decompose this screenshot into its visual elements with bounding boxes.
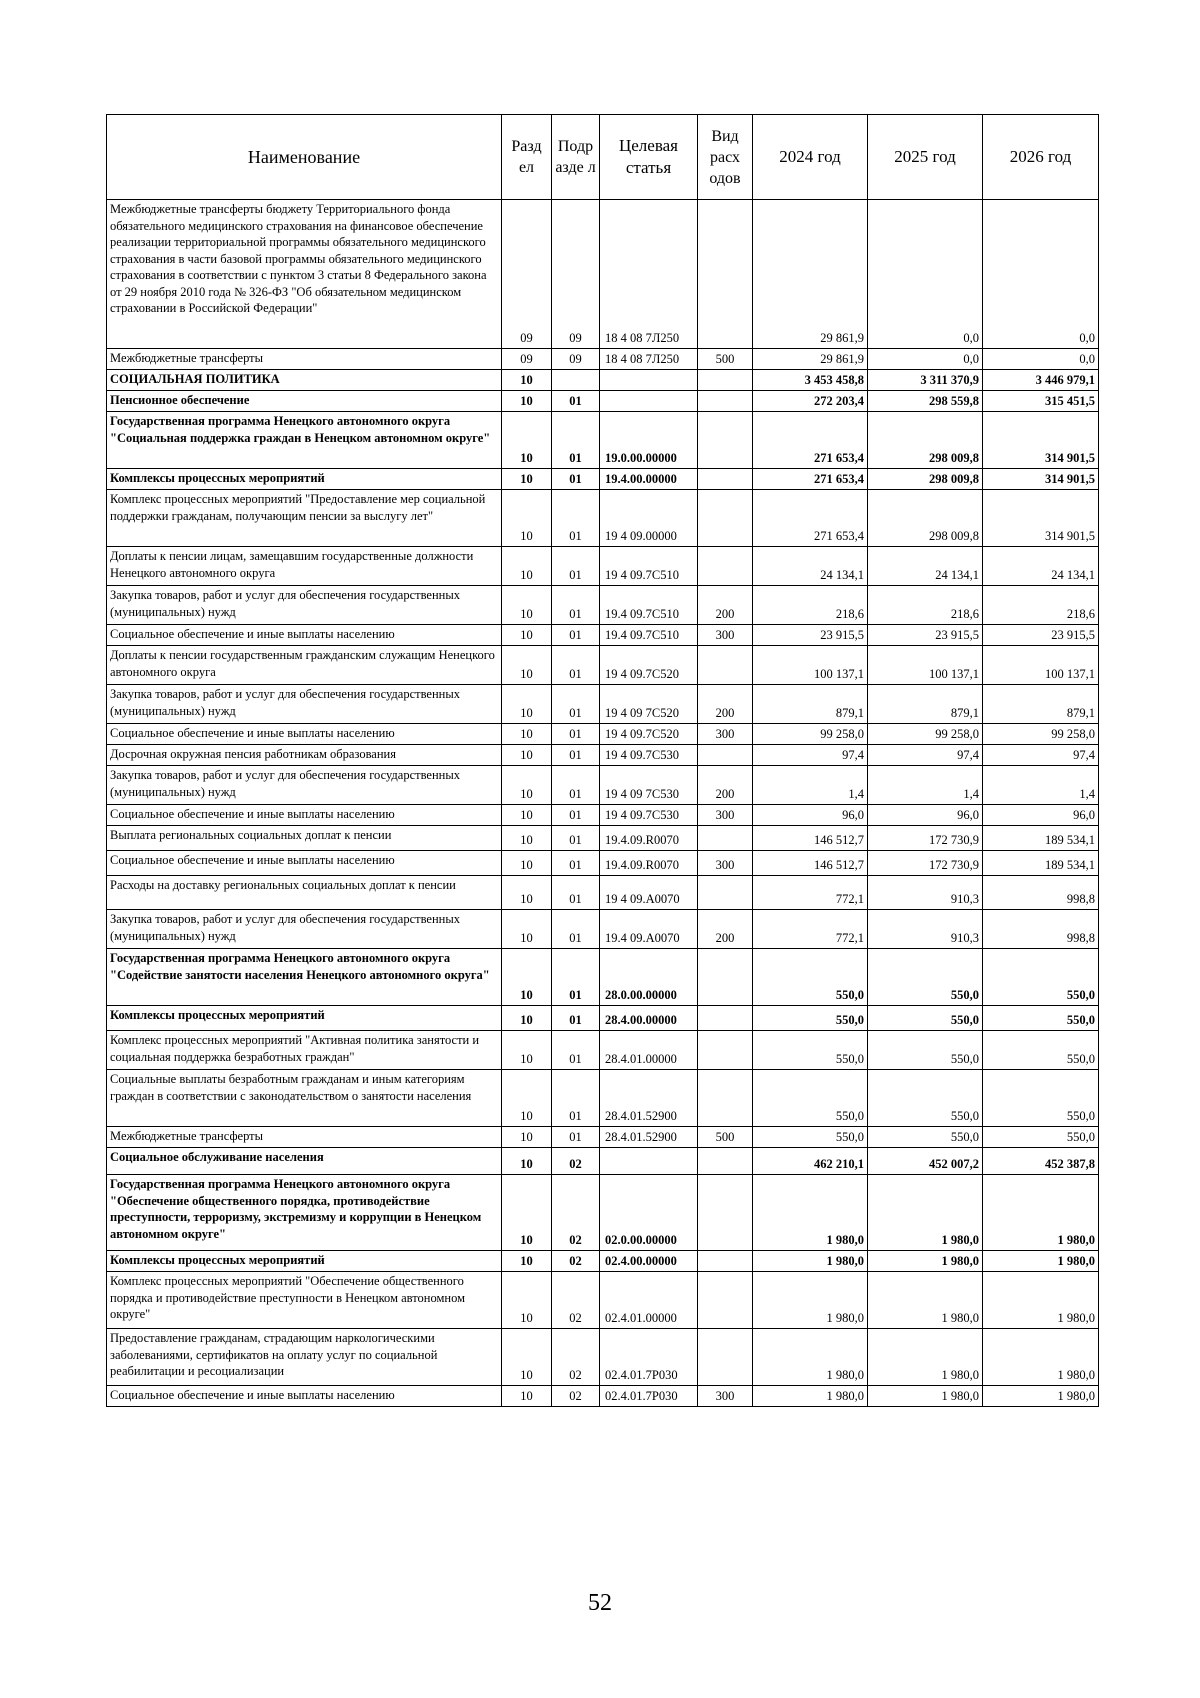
row-expense-type: 200 (698, 766, 753, 805)
row-name: Социальное обеспечение и иные выплаты населению (107, 1386, 502, 1407)
row-2026: 96,0 (983, 805, 1099, 826)
row-subsection: 01 (552, 1031, 600, 1070)
row-section: 10 (502, 826, 552, 851)
row-2024: 462 210,1 (753, 1148, 868, 1175)
row-section: 10 (502, 1175, 552, 1251)
row-target: 28.4.01.00000 (600, 1031, 698, 1070)
row-2025: 910,3 (868, 876, 983, 910)
row-expense-type (698, 949, 753, 1006)
row-2025: 3 311 370,9 (868, 370, 983, 391)
row-name: Комплексы процессных мероприятий (107, 469, 502, 490)
row-2026: 0,0 (983, 349, 1099, 370)
row-subsection: 02 (552, 1386, 600, 1407)
row-subsection: 01 (552, 391, 600, 412)
row-expense-type (698, 745, 753, 766)
row-2025: 550,0 (868, 1006, 983, 1031)
row-section: 10 (502, 1148, 552, 1175)
row-expense-type (698, 1148, 753, 1175)
row-target: 19 4 09.7С510 (600, 547, 698, 586)
row-target: 19 4 09 7С520 (600, 685, 698, 724)
row-section: 10 (502, 547, 552, 586)
row-2025: 96,0 (868, 805, 983, 826)
row-subsection: 02 (552, 1175, 600, 1251)
row-subsection: 09 (552, 200, 600, 349)
table-row (107, 910, 1099, 949)
row-subsection: 01 (552, 469, 600, 490)
row-name: СОЦИАЛЬНАЯ ПОЛИТИКА (107, 370, 502, 391)
row-2024: 772,1 (753, 910, 868, 949)
row-section: 10 (502, 851, 552, 876)
table-row (107, 1070, 1099, 1127)
header-row (107, 115, 1099, 200)
header-2024: 2024 год (753, 115, 868, 200)
table-row (107, 370, 1099, 391)
row-expense-type: 200 (698, 910, 753, 949)
row-section: 09 (502, 200, 552, 349)
row-2024: 772,1 (753, 876, 868, 910)
row-2024: 550,0 (753, 1070, 868, 1127)
row-target: 19.4.09.R0070 (600, 826, 698, 851)
budget-table (106, 114, 1099, 1407)
row-target: 02.4.01.00000 (600, 1272, 698, 1329)
row-section: 10 (502, 805, 552, 826)
row-2025: 1 980,0 (868, 1272, 983, 1329)
row-2026: 1,4 (983, 766, 1099, 805)
row-2026: 314 901,5 (983, 490, 1099, 547)
row-2025: 298 009,8 (868, 490, 983, 547)
row-name: Социальное обеспечение и иные выплаты населению (107, 724, 502, 745)
row-2026: 550,0 (983, 1070, 1099, 1127)
row-name: Досрочная окружная пенсия работникам образования (107, 745, 502, 766)
row-section: 10 (502, 1251, 552, 1272)
row-expense-type (698, 876, 753, 910)
row-section: 10 (502, 391, 552, 412)
table-row (107, 851, 1099, 876)
row-expense-type (698, 469, 753, 490)
row-expense-type: 300 (698, 1386, 753, 1407)
row-subsection: 01 (552, 625, 600, 646)
row-2024: 271 653,4 (753, 412, 868, 469)
row-subsection: 02 (552, 1251, 600, 1272)
row-2024: 1 980,0 (753, 1329, 868, 1386)
row-2026: 1 980,0 (983, 1329, 1099, 1386)
row-2026: 314 901,5 (983, 412, 1099, 469)
row-2025: 218,6 (868, 586, 983, 625)
row-target: 02.0.00.00000 (600, 1175, 698, 1251)
row-2025: 0,0 (868, 200, 983, 349)
row-section: 10 (502, 685, 552, 724)
table-row (107, 490, 1099, 547)
row-2025: 1,4 (868, 766, 983, 805)
row-name: Государственная программа Ненецкого автономного округа "Обеспечение общественного порядка, противодействие преступности, терроризму, экстремизму и коррупции в Ненецком автономном округе" (107, 1175, 502, 1251)
header-name: Наименование (107, 115, 502, 200)
row-2025: 0,0 (868, 349, 983, 370)
row-expense-type (698, 646, 753, 685)
row-2026: 452 387,8 (983, 1148, 1099, 1175)
row-name: Выплата региональных социальных доплат к пенсии (107, 826, 502, 851)
row-subsection: 01 (552, 745, 600, 766)
row-section: 10 (502, 490, 552, 547)
table-row (107, 349, 1099, 370)
row-target: 19 4 09.7С520 (600, 646, 698, 685)
row-name: Предоставление гражданам, страдающим наркологическими заболеваниями, сертификатов на оплату услуг по социальной реабилитации и ресоциализации (107, 1329, 502, 1386)
row-subsection (552, 370, 600, 391)
row-expense-type (698, 1272, 753, 1329)
row-2026: 879,1 (983, 685, 1099, 724)
row-name: Комплекс процессных мероприятий "Обеспечение общественного порядка и противодействие преступности в Ненецком автономном округе" (107, 1272, 502, 1329)
table-row (107, 1272, 1099, 1329)
row-expense-type: 300 (698, 625, 753, 646)
row-2026: 99 258,0 (983, 724, 1099, 745)
table-row (107, 876, 1099, 910)
table-row (107, 949, 1099, 1006)
row-target: 19 4 09.А0070 (600, 876, 698, 910)
row-section: 10 (502, 910, 552, 949)
table-row (107, 1006, 1099, 1031)
row-2025: 1 980,0 (868, 1175, 983, 1251)
row-target: 19.4 09.7С510 (600, 586, 698, 625)
row-name: Межбюджетные трансферты (107, 1127, 502, 1148)
row-2024: 29 861,9 (753, 200, 868, 349)
row-2026: 0,0 (983, 200, 1099, 349)
row-target: 28.4.01.52900 (600, 1127, 698, 1148)
row-2024: 272 203,4 (753, 391, 868, 412)
row-expense-type (698, 1251, 753, 1272)
row-name: Социальное обеспечение и иные выплаты населению (107, 625, 502, 646)
table-row (107, 1127, 1099, 1148)
row-target: 02.4.00.00000 (600, 1251, 698, 1272)
row-target (600, 1148, 698, 1175)
row-subsection: 01 (552, 490, 600, 547)
row-subsection: 01 (552, 685, 600, 724)
row-2025: 298 009,8 (868, 469, 983, 490)
row-target: 18 4 08 7Л250 (600, 349, 698, 370)
row-name: Межбюджетные трансферты (107, 349, 502, 370)
row-name: Социальное обеспечение и иные выплаты населению (107, 805, 502, 826)
row-2025: 1 980,0 (868, 1251, 983, 1272)
row-name: Закупка товаров, работ и услуг для обеспечения государственных (муниципальных) нужд (107, 910, 502, 949)
row-2026: 550,0 (983, 1031, 1099, 1070)
row-expense-type (698, 1006, 753, 1031)
table-row (107, 826, 1099, 851)
row-2024: 3 453 458,8 (753, 370, 868, 391)
row-2025: 97,4 (868, 745, 983, 766)
row-2024: 96,0 (753, 805, 868, 826)
row-target: 19.4.09.R0070 (600, 851, 698, 876)
header-2026: 2026 год (983, 115, 1099, 200)
table-row (107, 547, 1099, 586)
row-subsection: 01 (552, 586, 600, 625)
row-subsection: 01 (552, 949, 600, 1006)
row-section: 10 (502, 469, 552, 490)
row-subsection: 01 (552, 547, 600, 586)
row-target: 19.4 09.7С510 (600, 625, 698, 646)
row-2025: 452 007,2 (868, 1148, 983, 1175)
row-2026: 314 901,5 (983, 469, 1099, 490)
row-target: 19 4 09.7С530 (600, 745, 698, 766)
row-name: Пенсионное обеспечение (107, 391, 502, 412)
row-2026: 550,0 (983, 1127, 1099, 1148)
table-row (107, 412, 1099, 469)
row-subsection: 01 (552, 412, 600, 469)
row-name: Закупка товаров, работ и услуг для обеспечения государственных (муниципальных) нужд (107, 766, 502, 805)
row-subsection: 01 (552, 851, 600, 876)
row-2025: 99 258,0 (868, 724, 983, 745)
row-subsection: 01 (552, 805, 600, 826)
row-expense-type (698, 391, 753, 412)
table-row (107, 200, 1099, 349)
row-section: 10 (502, 949, 552, 1006)
row-section: 10 (502, 1070, 552, 1127)
row-subsection: 09 (552, 349, 600, 370)
row-target: 19.4 09.А0070 (600, 910, 698, 949)
row-2024: 218,6 (753, 586, 868, 625)
row-subsection: 01 (552, 910, 600, 949)
row-name: Комплекс процессных мероприятий "Активная политика занятости и социальная поддержка безработных граждан" (107, 1031, 502, 1070)
table-row (107, 1175, 1099, 1251)
row-section: 10 (502, 412, 552, 469)
row-2025: 23 915,5 (868, 625, 983, 646)
row-name: Социальные выплаты безработным гражданам и иным категориям граждан в соответствии с законодательством о занятости населения (107, 1070, 502, 1127)
row-2025: 550,0 (868, 949, 983, 1006)
row-target: 28.0.00.00000 (600, 949, 698, 1006)
table-row (107, 745, 1099, 766)
table-row (107, 1031, 1099, 1070)
table-body (107, 200, 1099, 1407)
row-2026: 550,0 (983, 1006, 1099, 1031)
row-2024: 1 980,0 (753, 1386, 868, 1407)
header-expense-type: Вид расх одов (698, 115, 753, 200)
row-name: Государственная программа Ненецкого автономного округа "Содействие занятости населения Ненецкого автономного округа" (107, 949, 502, 1006)
row-name: Закупка товаров, работ и услуг для обеспечения государственных (муниципальных) нужд (107, 586, 502, 625)
table-row (107, 685, 1099, 724)
row-2025: 172 730,9 (868, 826, 983, 851)
row-target: 19 4 09.7С530 (600, 805, 698, 826)
row-target: 02.4.01.7Р030 (600, 1386, 698, 1407)
row-section: 10 (502, 1127, 552, 1148)
row-expense-type: 200 (698, 685, 753, 724)
row-expense-type: 200 (698, 586, 753, 625)
row-subsection: 02 (552, 1148, 600, 1175)
row-subsection: 02 (552, 1329, 600, 1386)
row-2026: 100 137,1 (983, 646, 1099, 685)
row-2024: 550,0 (753, 1031, 868, 1070)
row-2024: 23 915,5 (753, 625, 868, 646)
row-name: Закупка товаров, работ и услуг для обеспечения государственных (муниципальных) нужд (107, 685, 502, 724)
row-expense-type (698, 547, 753, 586)
table-row (107, 469, 1099, 490)
row-subsection: 01 (552, 1127, 600, 1148)
row-2024: 1 980,0 (753, 1272, 868, 1329)
row-2026: 315 451,5 (983, 391, 1099, 412)
row-section: 10 (502, 1006, 552, 1031)
row-subsection: 01 (552, 876, 600, 910)
row-name: Комплекс процессных мероприятий "Предоставление мер социальной поддержки гражданам, получающим пенсии за выслугу лет" (107, 490, 502, 547)
row-2026: 97,4 (983, 745, 1099, 766)
row-2026: 998,8 (983, 910, 1099, 949)
row-2025: 24 134,1 (868, 547, 983, 586)
table-row (107, 625, 1099, 646)
row-2025: 100 137,1 (868, 646, 983, 685)
table-row (107, 1148, 1099, 1175)
row-2026: 189 534,1 (983, 851, 1099, 876)
header-target: Целевая статья (600, 115, 698, 200)
row-2026: 189 534,1 (983, 826, 1099, 851)
row-2024: 550,0 (753, 1127, 868, 1148)
row-target (600, 370, 698, 391)
row-section: 10 (502, 625, 552, 646)
row-expense-type: 500 (698, 1127, 753, 1148)
table-row (107, 646, 1099, 685)
row-section: 10 (502, 586, 552, 625)
row-name: Государственная программа Ненецкого автономного округа "Социальная поддержка граждан в Ненецком автономном округе" (107, 412, 502, 469)
table-row (107, 766, 1099, 805)
row-section: 10 (502, 1272, 552, 1329)
row-section: 10 (502, 1329, 552, 1386)
row-2025: 1 980,0 (868, 1329, 983, 1386)
row-subsection: 02 (552, 1272, 600, 1329)
row-target: 19 4 09.7С520 (600, 724, 698, 745)
row-expense-type: 300 (698, 724, 753, 745)
page-number: 52 (588, 1590, 612, 1616)
row-expense-type (698, 1175, 753, 1251)
row-target: 19.4.00.00000 (600, 469, 698, 490)
row-2024: 1,4 (753, 766, 868, 805)
row-2024: 24 134,1 (753, 547, 868, 586)
row-subsection: 01 (552, 826, 600, 851)
row-2026: 23 915,5 (983, 625, 1099, 646)
row-subsection: 01 (552, 1006, 600, 1031)
row-name: Социальное обеспечение и иные выплаты населению (107, 851, 502, 876)
row-expense-type (698, 200, 753, 349)
row-2024: 271 653,4 (753, 490, 868, 547)
table-row (107, 805, 1099, 826)
row-2024: 1 980,0 (753, 1175, 868, 1251)
row-section: 09 (502, 349, 552, 370)
row-section: 10 (502, 876, 552, 910)
row-name: Комплексы процессных мероприятий (107, 1251, 502, 1272)
row-section: 10 (502, 1386, 552, 1407)
row-2024: 1 980,0 (753, 1251, 868, 1272)
row-target: 28.4.00.00000 (600, 1006, 698, 1031)
row-2025: 910,3 (868, 910, 983, 949)
row-subsection: 01 (552, 1070, 600, 1127)
row-name: Расходы на доставку региональных социальных доплат к пенсии (107, 876, 502, 910)
row-2026: 1 980,0 (983, 1272, 1099, 1329)
row-target: 19 4 09 7С530 (600, 766, 698, 805)
row-section: 10 (502, 724, 552, 745)
row-section: 10 (502, 646, 552, 685)
row-2026: 1 980,0 (983, 1251, 1099, 1272)
row-2025: 298 559,8 (868, 391, 983, 412)
row-2024: 29 861,9 (753, 349, 868, 370)
table-row (107, 586, 1099, 625)
row-target (600, 391, 698, 412)
row-2025: 1 980,0 (868, 1386, 983, 1407)
row-2026: 998,8 (983, 876, 1099, 910)
row-2026: 1 980,0 (983, 1175, 1099, 1251)
row-2024: 879,1 (753, 685, 868, 724)
table-row (107, 724, 1099, 745)
table-row (107, 391, 1099, 412)
row-section: 10 (502, 745, 552, 766)
row-name: Комплексы процессных мероприятий (107, 1006, 502, 1031)
table-row (107, 1329, 1099, 1386)
row-target: 19.0.00.00000 (600, 412, 698, 469)
table-row (107, 1386, 1099, 1407)
header-subsection: Подр азде л (552, 115, 600, 200)
row-name: Социальное обслуживание населения (107, 1148, 502, 1175)
row-expense-type: 300 (698, 851, 753, 876)
row-2026: 3 446 979,1 (983, 370, 1099, 391)
row-subsection: 01 (552, 646, 600, 685)
row-2026: 24 134,1 (983, 547, 1099, 586)
row-2025: 172 730,9 (868, 851, 983, 876)
table-row (107, 1251, 1099, 1272)
row-2024: 100 137,1 (753, 646, 868, 685)
row-name: Доплаты к пенсии лицам, замещавшим государственные должности Ненецкого автономного округа (107, 547, 502, 586)
row-2026: 1 980,0 (983, 1386, 1099, 1407)
row-2024: 146 512,7 (753, 851, 868, 876)
row-name: Межбюджетные трансферты бюджету Территориального фонда обязательного медицинского страхования на финансовое обеспечение реализации территориальной программы обязательного медицинского страхования в части базовой программы обязательного медицинского страхования в соответствии с пунктом 3 статьи 8 Федерального закона от 29 ноября 2010 года № 326-ФЗ "Об обязательном медицинском страховании в Российской Федерации" (107, 200, 502, 349)
row-2025: 298 009,8 (868, 412, 983, 469)
row-section: 10 (502, 370, 552, 391)
row-expense-type (698, 826, 753, 851)
row-2025: 550,0 (868, 1070, 983, 1127)
row-2024: 550,0 (753, 949, 868, 1006)
row-target: 28.4.01.52900 (600, 1070, 698, 1127)
row-2025: 550,0 (868, 1031, 983, 1070)
row-2024: 271 653,4 (753, 469, 868, 490)
row-2024: 146 512,7 (753, 826, 868, 851)
row-name: Доплаты к пенсии государственным гражданским служащим Ненецкого автономного округа (107, 646, 502, 685)
header-2025: 2025 год (868, 115, 983, 200)
row-target: 18 4 08 7Л250 (600, 200, 698, 349)
row-expense-type (698, 1329, 753, 1386)
row-section: 10 (502, 1031, 552, 1070)
row-expense-type: 500 (698, 349, 753, 370)
row-expense-type (698, 412, 753, 469)
row-expense-type (698, 1070, 753, 1127)
row-target: 02.4.01.7Р030 (600, 1329, 698, 1386)
row-target: 19 4 09.00000 (600, 490, 698, 547)
row-expense-type (698, 370, 753, 391)
row-2025: 550,0 (868, 1127, 983, 1148)
row-expense-type (698, 490, 753, 547)
row-2026: 550,0 (983, 949, 1099, 1006)
row-subsection: 01 (552, 766, 600, 805)
row-subsection: 01 (552, 724, 600, 745)
row-section: 10 (502, 766, 552, 805)
row-2024: 550,0 (753, 1006, 868, 1031)
row-2025: 879,1 (868, 685, 983, 724)
row-2024: 99 258,0 (753, 724, 868, 745)
header-section: Разд ел (502, 115, 552, 200)
row-2024: 97,4 (753, 745, 868, 766)
row-expense-type: 300 (698, 805, 753, 826)
row-2026: 218,6 (983, 586, 1099, 625)
row-expense-type (698, 1031, 753, 1070)
